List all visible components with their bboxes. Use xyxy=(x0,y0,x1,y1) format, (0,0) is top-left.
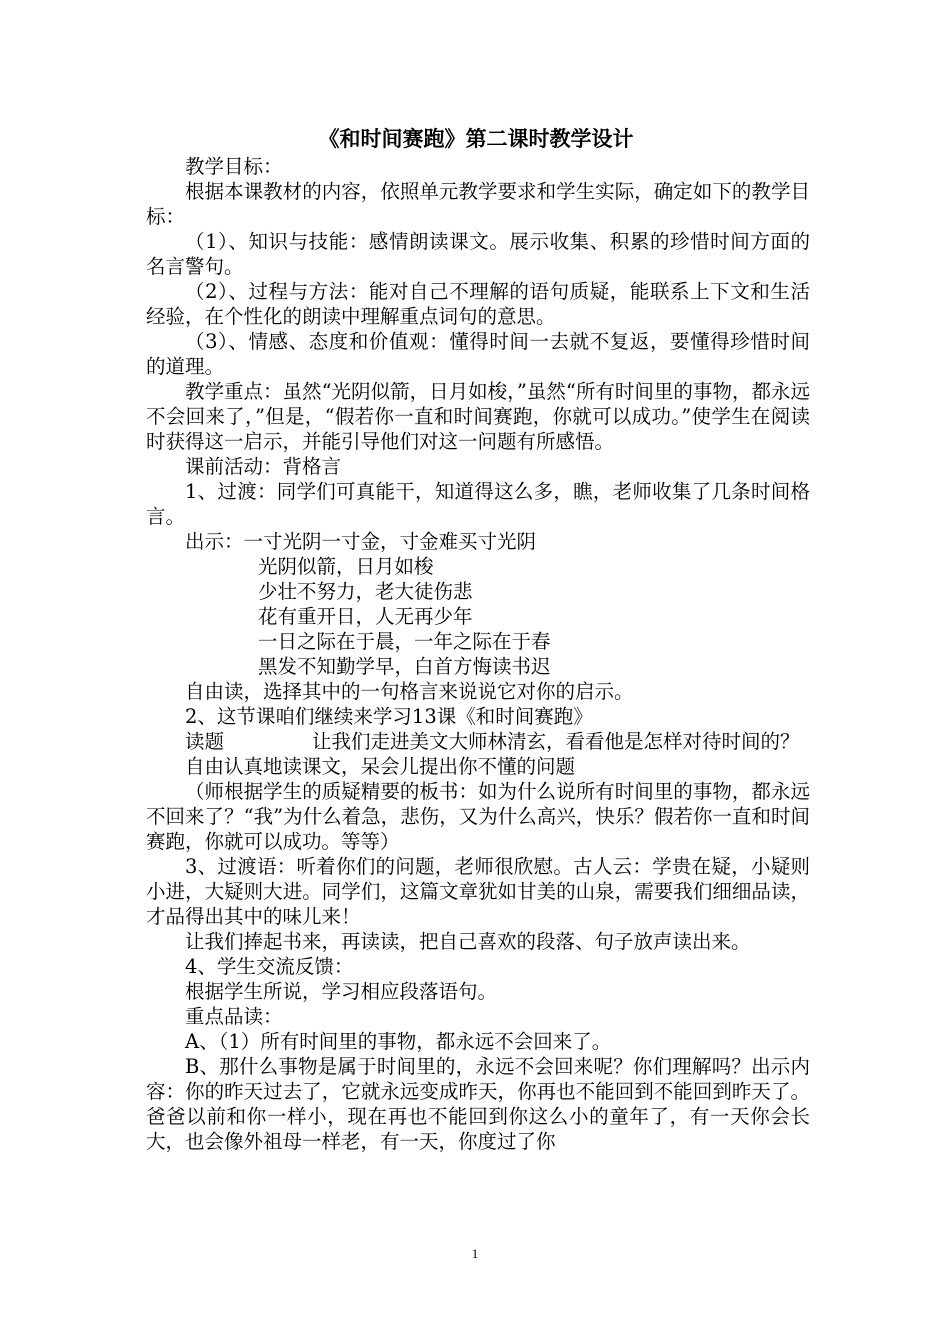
paragraph: 让我们捧起书来，再读读，把自己喜欢的段落、句子放声读出来。 xyxy=(185,930,751,953)
paragraph: B、那什么事物是属于时间里的，永远不会回来呢？你们理解吗？出示内容：你的昨天过去了，它就永远变成昨天，你再也不能回到不能回到昨天了。爸爸以前和你一样小，现在再也不能回到你这么小的童年了，有一天你会长大，也会像外祖母一样老，有一天，你度过了你 xyxy=(146,1055,810,1153)
paragraph: 3、过渡语：听着你们的问题，老师很欣慰。古人云：学贵在疑，小疑则小进，大疑则大进。同学们，这篇文章犹如甘美的山泉，需要我们细细品读，才品得出其中的味儿来！ xyxy=(146,855,810,928)
paragraph: 教学目标： xyxy=(185,155,283,178)
paragraph: （师根据学生的质疑精要的板书：如为什么说所有时间里的事物，都永远不回来了？“我”为什么着急，悲伤，又为什么高兴，快乐？假若你一直和时间赛跑，你就可以成功。等等） xyxy=(146,780,810,853)
paragraph: 教学重点：虽然“光阴似箭，日月如梭，”虽然“所有时间里的事物，都永远不会回来了，”但是，“假若你一直和时间赛跑，你就可以成功。”使学生在阅读时获得这一启示，并能引导他们对这一问题有所感悟。 xyxy=(146,380,810,453)
paragraph: 自由读，选择其中的一句格言来说说它对你的启示。 xyxy=(185,680,634,703)
paragraph: （3）、情感、态度和价值观：懂得时间一去就不复返，要懂得珍惜时间的道理。 xyxy=(146,330,810,378)
quote: 黑发不知勤学早，白首方悔读书迟 xyxy=(258,655,551,678)
paragraph: 根据学生所说，学习相应段落语句。 xyxy=(185,980,498,1003)
paragraph: 课前活动：背格言 xyxy=(185,455,342,478)
quote: 光阴似箭，日月如梭 xyxy=(258,555,434,578)
quote: 一日之际在于晨，一年之际在于春 xyxy=(258,630,551,653)
paragraph: 重点品读： xyxy=(185,1005,283,1028)
show-label: 出示： xyxy=(185,530,244,553)
paragraph: 1、过渡：同学们可真能干，知道得这么多，瞧，老师收集了几条时间格言。 xyxy=(146,480,810,528)
paragraph: 2、这节课咱们继续来学习13课《和时间赛跑》 xyxy=(185,705,593,728)
paragraph: A、（1）所有时间里的事物，都永远不会回来了。 xyxy=(185,1030,612,1053)
quote: 花有重开日，人无再少年 xyxy=(258,605,473,628)
show-quote-line xyxy=(146,529,810,554)
quote: 一寸光阴一寸金，寸金难买寸光阴 xyxy=(243,530,537,553)
reading-label: 读题 xyxy=(185,730,225,753)
quote: 少壮不努力，老大徒伤悲 xyxy=(258,580,473,603)
document-title: 《和时间赛跑》第二课时教学设计 xyxy=(318,126,634,151)
paragraph: （2）、过程与方法：能对自己不理解的语句质疑，能联系上下文和生活经验，在个性化的朗读中理解重点词句的意思。 xyxy=(146,280,810,328)
paragraph: 4、学生交流反馈： xyxy=(185,955,354,978)
paragraph: （1）、知识与技能：感情朗读课文。展示收集、积累的珍惜时间方面的名言警句。 xyxy=(146,230,810,278)
reading-text: 让我们走进美文大师林清玄，看看他是怎样对待时间的？ xyxy=(312,730,800,753)
paragraph: 根据本课教材的内容，依照单元教学要求和学生实际，确定如下的教学目标： xyxy=(146,180,810,228)
document-body xyxy=(146,154,810,1154)
paragraph: 自由认真地读课文，呆会儿提出你不懂的问题 xyxy=(185,755,576,778)
reading-paragraph xyxy=(146,729,810,754)
page-number: 1 xyxy=(471,1246,479,1261)
